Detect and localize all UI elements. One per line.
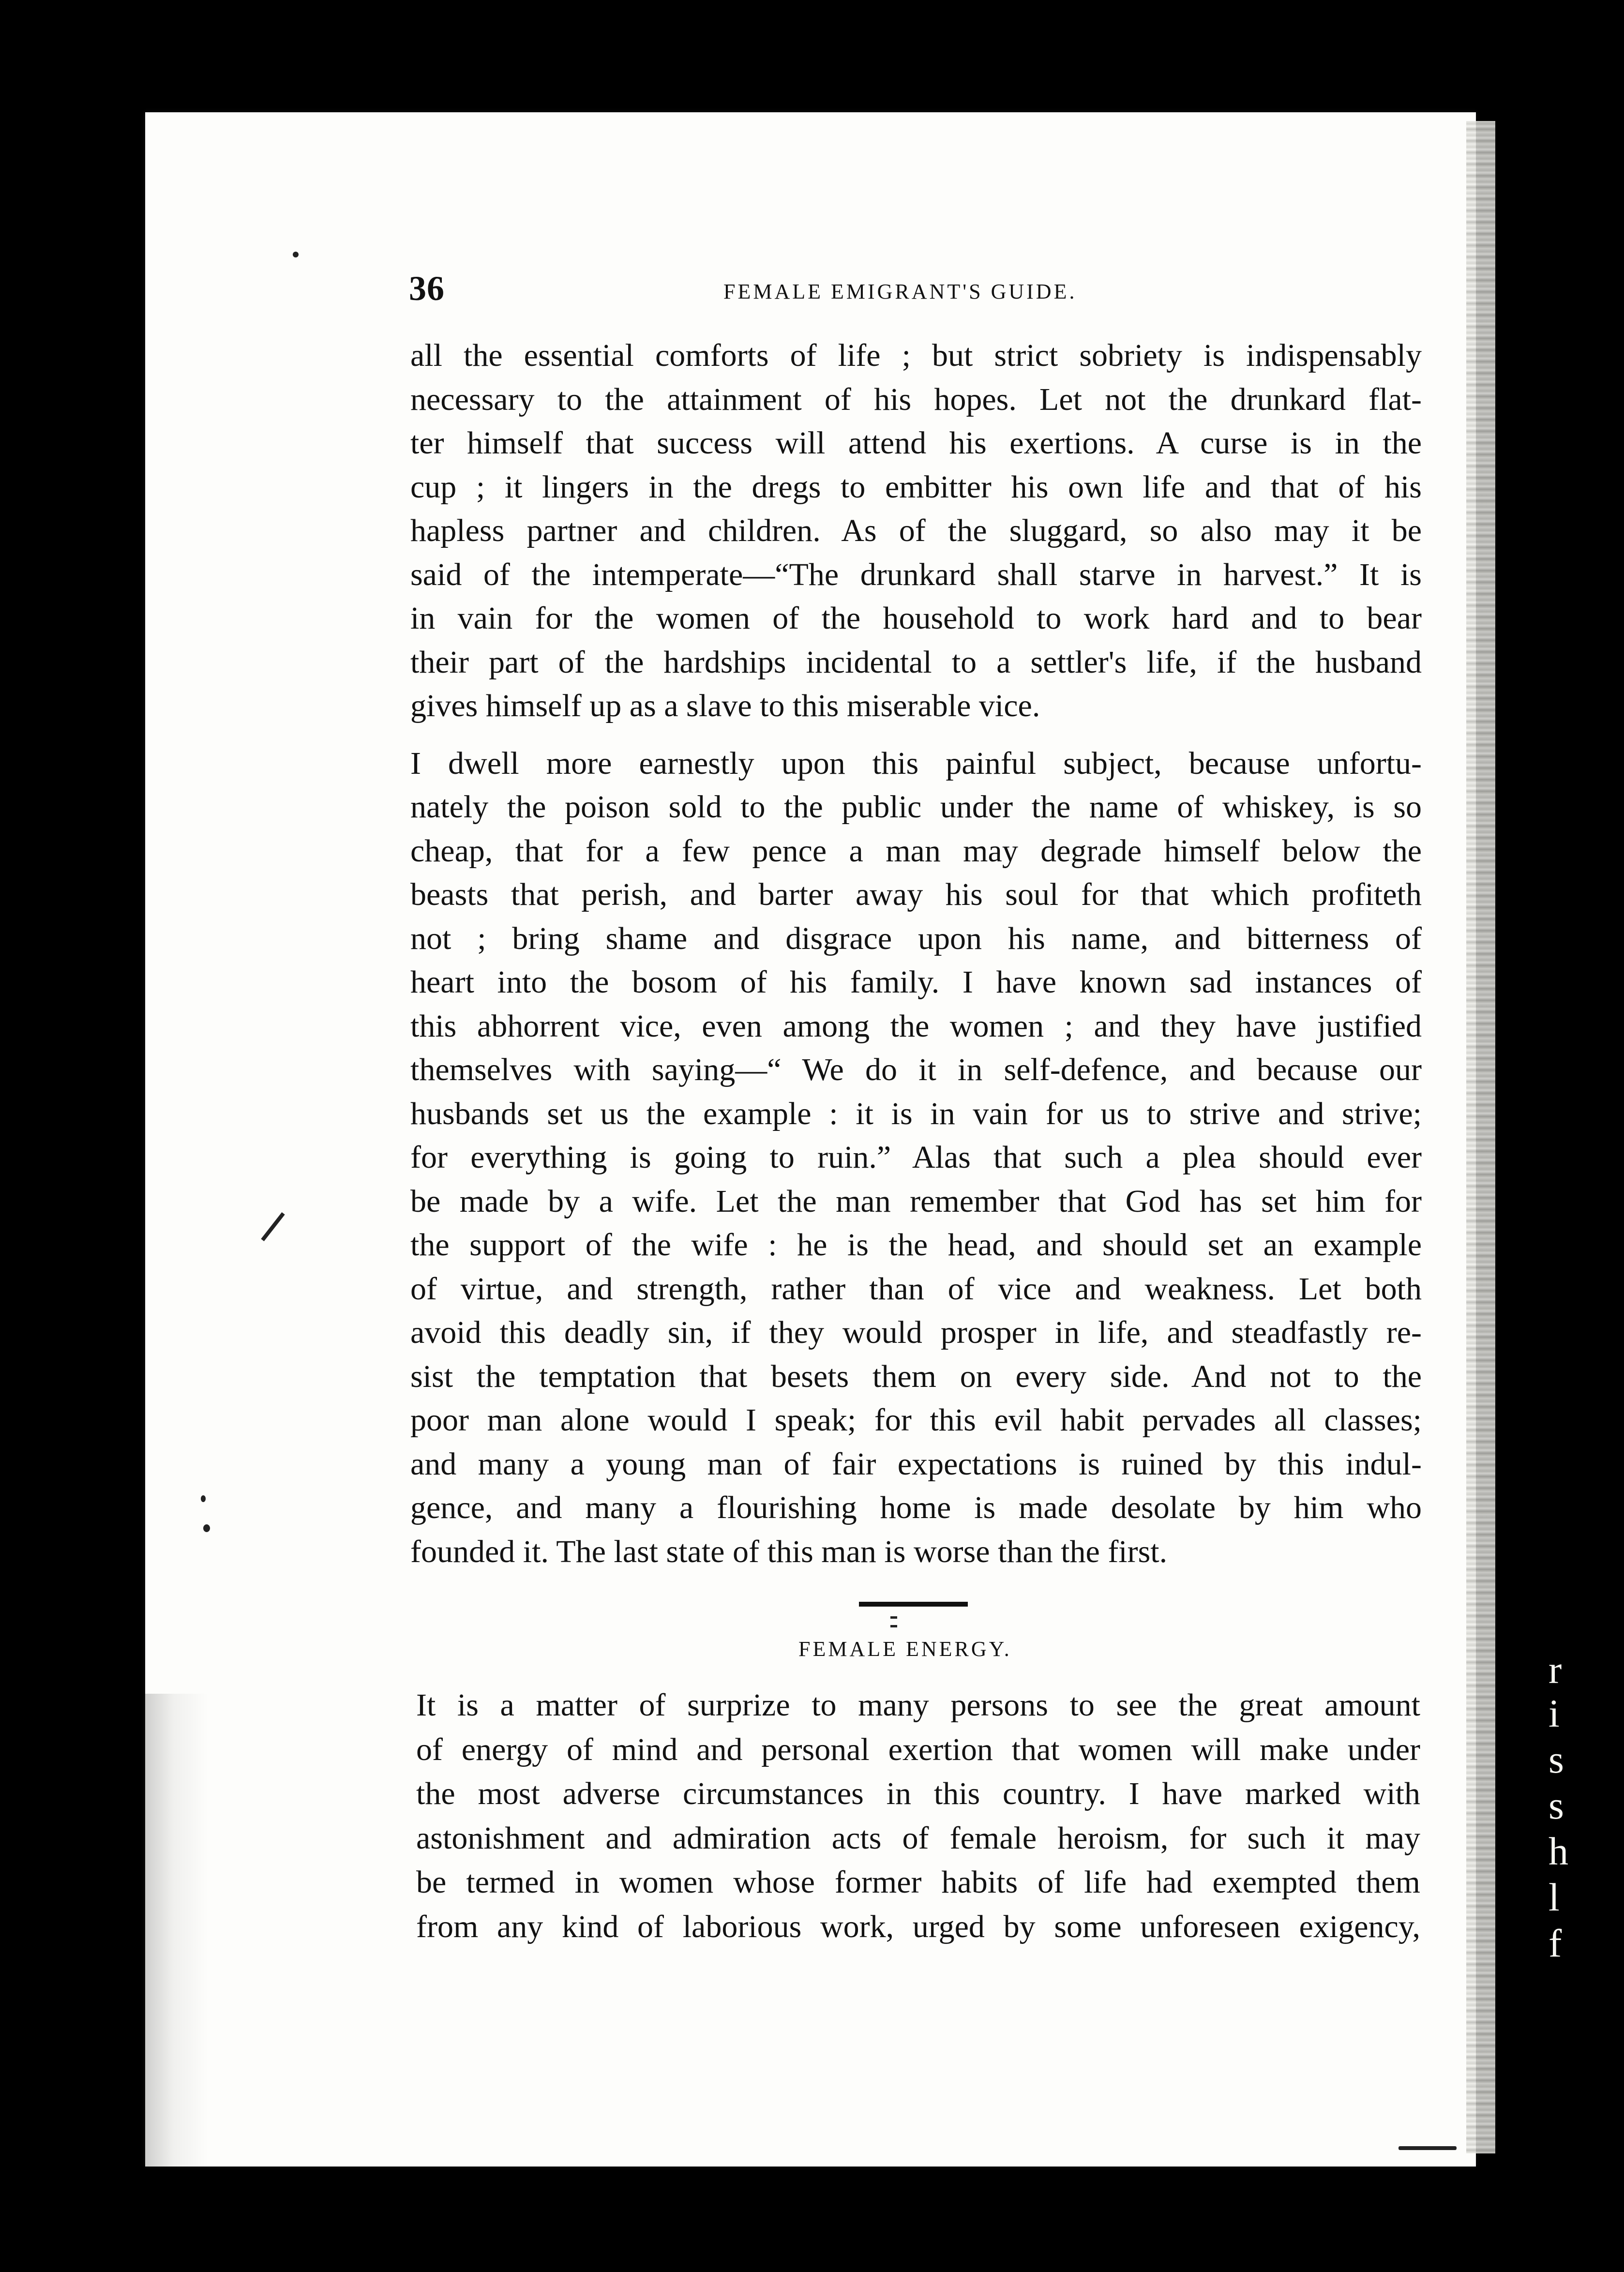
facing-page-char: s	[1549, 1783, 1564, 1827]
section-divider-rule	[859, 1602, 968, 1607]
paragraph	[410, 334, 1422, 728]
text-line: husbands set us the example : it is in vain for us to strive and strive;	[410, 1096, 1422, 1131]
facing-page-char: h	[1549, 1829, 1568, 1873]
text-line: gives himself up as a slave to this miserable vice.	[410, 688, 1040, 723]
section-heading: FEMALE ENERGY.	[798, 1637, 1012, 1661]
text-line: beasts that perish, and barter away his soul for that which profiteth	[410, 877, 1422, 912]
text-line: and many a young man of fair expectations is ruined by this indul-	[410, 1446, 1422, 1482]
text-line: for everything is going to ruin.” Alas that such a plea should ever	[410, 1140, 1422, 1175]
paragraph	[410, 742, 1422, 1574]
text-line: of virtue, and strength, rather than of vice and weakness. Let both	[410, 1271, 1422, 1307]
text-line: themselves with saying—“ We do it in self-defence, and because our	[410, 1052, 1422, 1087]
running-head	[409, 269, 1435, 312]
text-line: their part of the hardships incidental to a settler's life, if the husband	[410, 644, 1422, 680]
text-line: the most adverse circumstances in this country. I have marked with	[416, 1776, 1420, 1811]
text-line: said of the intemperate—“The drunkard shall starve in harvest.” It is	[410, 557, 1422, 592]
paragraph	[416, 1683, 1420, 1949]
paper-mark	[1398, 2146, 1457, 2150]
text-line: the support of the wife : he is the head, and should set an example	[410, 1227, 1422, 1263]
paper-speck	[201, 1495, 206, 1502]
facing-page-char: i	[1549, 1691, 1560, 1735]
section-divider-ornament	[890, 1612, 934, 1615]
facing-page-char: l	[1549, 1875, 1560, 1919]
text-line: astonishment and admiration acts of female heroism, for such it may	[416, 1820, 1420, 1856]
text-line: avoid this deadly sin, if they would prosper in life, and steadfastly re-	[410, 1315, 1422, 1350]
text-line: gence, and many a flourishing home is made desolate by him who	[410, 1490, 1422, 1525]
text-line: sist the temptation that besets them on every side. And not to the	[410, 1358, 1422, 1394]
page-number: 36	[409, 269, 445, 308]
body-text	[410, 334, 1422, 1574]
text-line: cheap, that for a few pence a man may degrade himself below the	[410, 833, 1422, 869]
running-head-title: FEMALE EMIGRANT'S GUIDE.	[723, 280, 1077, 303]
text-line: this abhorrent vice, even among the women ; and they have justified	[410, 1008, 1422, 1044]
gutter-shadow	[145, 1694, 208, 2168]
paragraph-gap	[410, 728, 1422, 742]
text-line: founded it. The last state of this man is worse than the first.	[410, 1534, 1168, 1569]
text-line: necessary to the attainment of his hopes. Let not the drunkard flat-	[410, 381, 1422, 417]
text-line: from any kind of laborious work, urged by some unforeseen exigency,	[416, 1909, 1420, 1944]
text-line: nately the poison sold to the public under the name of whiskey, is so	[410, 789, 1422, 825]
facing-page-char: r	[1549, 1648, 1562, 1692]
facing-page-char: s	[1549, 1737, 1564, 1781]
text-line: be made by a wife. Let the man remember that God has set him for	[410, 1183, 1422, 1219]
text-line: of energy of mind and personal exertion that women will make under	[416, 1731, 1420, 1767]
paper-speck	[293, 252, 299, 257]
text-line: not ; bring shame and disgrace upon his name, and bitterness of	[410, 920, 1422, 956]
text-line: ter himself that success will attend his exertions. A curse is in the	[410, 425, 1422, 461]
text-line: I dwell more earnestly upon this painful subject, because unfortu-	[410, 745, 1422, 781]
paper-speck	[203, 1524, 210, 1532]
facing-page-char: f	[1549, 1921, 1562, 1965]
text-line: heart into the bosom of his family. I have known sad instances of	[410, 964, 1422, 1000]
text-line: cup ; it lingers in the dregs to embitter his own life and that of his	[410, 469, 1422, 505]
text-line: poor man alone would I speak; for this evil habit pervades all classes;	[410, 1402, 1422, 1438]
section-body-text	[416, 1683, 1420, 1949]
text-line: It is a matter of surprize to many persons to see the great amount	[416, 1687, 1420, 1723]
page-edge	[1466, 121, 1495, 2153]
text-line: all the essential comforts of life ; but strict sobriety is indispensably	[410, 338, 1422, 373]
text-line: in vain for the women of the household to work hard and to bear	[410, 601, 1422, 636]
text-line: hapless partner and children. As of the sluggard, so also may it be	[410, 513, 1422, 548]
text-line: be termed in women whose former habits of life had exempted them	[416, 1865, 1420, 1900]
